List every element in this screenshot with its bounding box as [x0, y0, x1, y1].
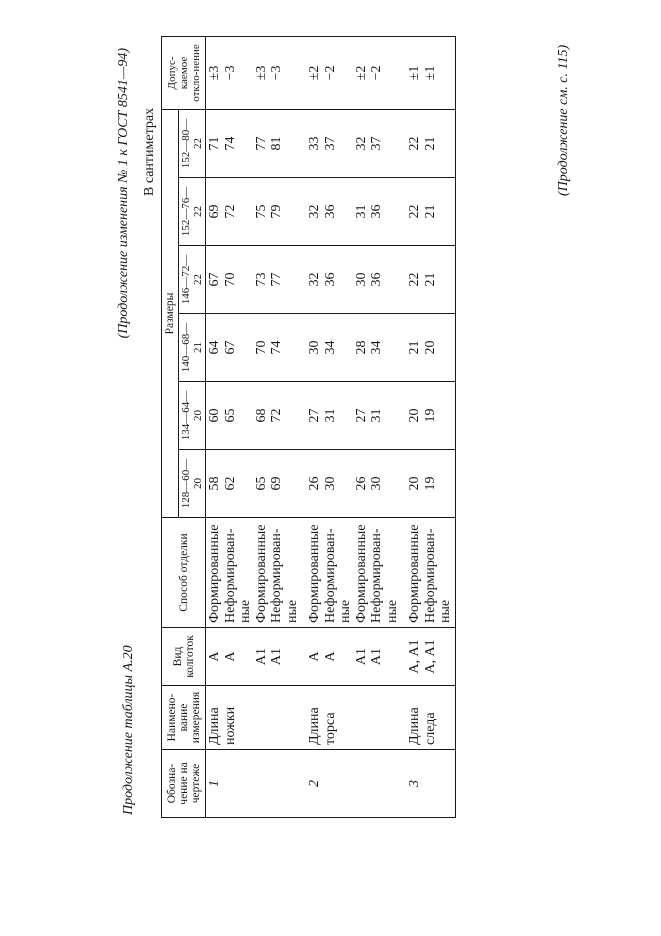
size-value: 30 — [322, 476, 338, 491]
cell-finish — [401, 518, 455, 628]
type-value: А — [207, 651, 222, 662]
size-value: 21 — [422, 136, 438, 151]
type-value: А1 — [269, 647, 284, 666]
tolerance-value: −3 — [269, 65, 284, 81]
size-value: 30 — [353, 272, 369, 287]
finish-line: Формированные — [407, 524, 422, 623]
cell-type — [301, 628, 401, 686]
cell-size-value — [401, 246, 455, 314]
cell-tolerance — [401, 36, 455, 109]
size-value: 62 — [222, 476, 238, 491]
header-name: Наимено-вание измерения — [162, 686, 206, 750]
size-value: 64 — [207, 340, 222, 355]
header-size: 134—64—20 — [179, 382, 206, 450]
size-value: 21 — [422, 204, 438, 219]
size-value: 70 — [222, 272, 238, 287]
cell-type — [206, 628, 302, 686]
cell-size-value — [206, 246, 302, 314]
size-value: 69 — [207, 204, 222, 219]
cell-designation — [401, 750, 455, 818]
size-value: 73 — [253, 272, 269, 287]
spacer — [385, 114, 401, 173]
finish-line: ные — [384, 599, 400, 623]
finish-line: ные — [338, 599, 353, 623]
finish-line: Неформирован- — [269, 528, 284, 623]
size-value: 36 — [369, 272, 384, 287]
table-row — [401, 36, 455, 817]
cell-tolerance — [301, 36, 401, 109]
size-value: 70 — [253, 340, 269, 355]
size-value: 77 — [269, 272, 284, 287]
cell-size-value — [206, 382, 302, 450]
rotated-page — [34, 0, 634, 870]
spacer — [285, 41, 301, 105]
size-value: 21 — [407, 340, 422, 355]
header-type: Вид колготок — [162, 628, 206, 686]
size-value: 81 — [269, 136, 284, 151]
name-line: ножки — [222, 706, 238, 745]
size-value: 22 — [407, 204, 422, 219]
size-value: 30 — [369, 476, 384, 491]
size-value: 33 — [307, 136, 322, 151]
header-finish: Способ отделки — [162, 518, 206, 628]
spacer — [438, 454, 454, 513]
table-caption: Продолжение таблицы А.20 — [121, 645, 136, 815]
size-value: 67 — [222, 340, 238, 355]
spacer — [438, 114, 454, 173]
tolerance-value: ±3 — [253, 65, 269, 81]
size-value: 65 — [253, 476, 269, 491]
finish-line: Неформирован- — [322, 528, 338, 623]
table-row — [301, 36, 401, 817]
size-value: 79 — [269, 204, 284, 219]
cell-size-value — [401, 314, 455, 382]
size-value: 26 — [307, 476, 322, 491]
cell-size-value — [206, 314, 302, 382]
spacer — [238, 182, 254, 241]
tolerance-value: −2 — [369, 65, 384, 81]
spacer — [238, 318, 254, 377]
spacer — [238, 632, 254, 681]
finish-line: Формированные — [353, 524, 369, 623]
designation-value: 3 — [407, 780, 422, 787]
finish-line: Неформирован- — [369, 528, 384, 623]
finish-line: Неформирован- — [222, 528, 238, 623]
cell-size-value — [401, 178, 455, 246]
header-size: 152—76—22 — [179, 178, 206, 246]
spacer — [338, 454, 354, 513]
finish-line: Неформирован- — [422, 528, 438, 623]
size-value: 27 — [353, 408, 369, 423]
size-value: 22 — [407, 136, 422, 151]
header-size: 146—72—22 — [179, 246, 206, 314]
size-value: 34 — [322, 340, 338, 355]
type-value: А — [322, 651, 338, 662]
size-value: 36 — [322, 204, 338, 219]
finish-line: Формированные — [307, 524, 322, 623]
size-value: 37 — [322, 136, 338, 151]
table-body — [206, 36, 456, 817]
spacer — [285, 454, 301, 513]
cell-tolerance — [206, 36, 302, 109]
spacer — [285, 182, 301, 241]
cell-designation — [206, 750, 302, 818]
name-line: следа — [422, 712, 438, 745]
type-value: А1 — [353, 647, 369, 666]
size-value: 32 — [307, 204, 322, 219]
size-value: 58 — [207, 476, 222, 491]
cell-size-value — [301, 314, 401, 382]
header-designation: Обозна-чение на чертеже — [162, 750, 206, 818]
type-value: А — [222, 651, 238, 662]
cell-finish — [206, 518, 302, 628]
cell-size-value — [401, 450, 455, 518]
size-value: 20 — [407, 476, 422, 491]
size-value: 37 — [369, 136, 384, 151]
spacer — [438, 182, 454, 241]
spacer — [338, 632, 354, 681]
size-value: 67 — [207, 272, 222, 287]
size-value: 21 — [422, 272, 438, 287]
cell-size-value — [206, 178, 302, 246]
size-value: 75 — [253, 204, 269, 219]
size-value: 74 — [269, 340, 284, 355]
size-value: 20 — [422, 340, 438, 355]
spacer — [238, 114, 254, 173]
size-value: 31 — [353, 204, 369, 219]
cell-size-value — [206, 109, 302, 177]
tolerance-value: ±1 — [422, 65, 438, 81]
cell-size-value — [301, 246, 401, 314]
size-value: 28 — [353, 340, 369, 355]
cell-name — [401, 686, 455, 750]
size-value: 32 — [353, 136, 369, 151]
designation-value: 2 — [307, 780, 322, 787]
type-value: А, А1 — [422, 639, 438, 674]
size-value: 36 — [369, 204, 384, 219]
header-tolerance: Допус-каемое откло-нение — [162, 36, 206, 109]
size-value: 31 — [322, 408, 338, 423]
header-sizes-group: Размеры — [162, 109, 179, 517]
spacer — [438, 386, 454, 445]
finish-line: ные — [438, 599, 453, 623]
finish-line: ные — [238, 599, 253, 623]
spacer — [385, 182, 401, 241]
cell-size-value — [401, 109, 455, 177]
name-line: Длина — [407, 707, 422, 745]
table-row — [206, 36, 302, 817]
tolerance-value: ±2 — [307, 65, 322, 81]
type-value: А1 — [369, 647, 384, 666]
tolerance-value: −3 — [222, 65, 238, 81]
size-value: 20 — [407, 408, 422, 423]
size-value: 26 — [353, 476, 369, 491]
spacer — [438, 632, 454, 681]
spacer — [338, 318, 354, 377]
spacer — [338, 182, 354, 241]
spacer — [385, 632, 401, 681]
spacer — [238, 41, 254, 105]
type-value: А1 — [253, 647, 269, 666]
spacer — [385, 41, 401, 105]
spacer — [338, 114, 354, 173]
cell-name — [301, 686, 401, 750]
cell-size-value — [301, 109, 401, 177]
cell-type — [401, 628, 455, 686]
size-value: 22 — [407, 272, 422, 287]
spacer — [438, 41, 454, 105]
size-value: 69 — [269, 476, 284, 491]
spacer — [438, 250, 454, 309]
size-value: 36 — [322, 272, 338, 287]
header-size: 152—80—22 — [179, 109, 206, 177]
size-value: 19 — [422, 408, 438, 423]
cell-size-value — [206, 450, 302, 518]
finish-line: Формированные — [253, 524, 269, 623]
size-value: 19 — [422, 476, 438, 491]
name-line: торса — [322, 712, 338, 745]
cell-designation — [301, 750, 401, 818]
tolerance-value: ±2 — [353, 65, 369, 81]
cell-size-value — [301, 178, 401, 246]
cell-name — [206, 686, 302, 750]
size-value: 30 — [307, 340, 322, 355]
spacer — [438, 318, 454, 377]
size-value: 68 — [253, 408, 269, 423]
spacer — [338, 386, 354, 445]
designation-value: 1 — [207, 780, 222, 787]
spacer — [238, 250, 254, 309]
header-size: 140—68—21 — [179, 314, 206, 382]
name-line: Длина — [307, 707, 322, 745]
spacer — [238, 386, 254, 445]
size-value: 27 — [307, 408, 322, 423]
tolerance-value: ±1 — [407, 65, 422, 81]
name-line: Длина — [207, 707, 222, 745]
header-size: 128—60—20 — [179, 450, 206, 518]
spacer — [385, 454, 401, 513]
cell-finish — [301, 518, 401, 628]
spacer — [285, 114, 301, 173]
spacer — [285, 318, 301, 377]
type-value: А, А1 — [407, 639, 422, 674]
size-value: 71 — [207, 136, 222, 151]
cell-size-value — [401, 382, 455, 450]
units-note: В сантиметрах — [142, 107, 157, 196]
tolerance-value: ±3 — [207, 65, 222, 81]
finish-line: ные — [284, 599, 300, 623]
size-value: 31 — [369, 408, 384, 423]
spacer — [385, 318, 401, 377]
size-value: 72 — [222, 204, 238, 219]
spacer — [385, 250, 401, 309]
size-value: 74 — [222, 136, 238, 151]
header-note: (Продолжение изменения № 1 к ГОСТ 8541—94) — [116, 48, 131, 339]
type-value: А — [307, 651, 322, 662]
finish-line: Формированные — [207, 524, 222, 623]
spacer — [338, 250, 354, 309]
spacer — [285, 632, 301, 681]
tolerance-value: −2 — [322, 65, 338, 81]
size-value: 77 — [253, 136, 269, 151]
spacer — [285, 250, 301, 309]
size-table — [161, 36, 456, 818]
cell-size-value — [301, 450, 401, 518]
size-value: 34 — [369, 340, 384, 355]
spacer — [338, 41, 354, 105]
cell-size-value — [301, 382, 401, 450]
spacer — [385, 386, 401, 445]
size-value: 32 — [307, 272, 322, 287]
spacer — [285, 386, 301, 445]
footer-note: (Продолжение см. с. 115) — [556, 44, 571, 196]
size-value: 72 — [269, 408, 284, 423]
size-value: 60 — [207, 408, 222, 423]
spacer — [238, 454, 254, 513]
size-value: 65 — [222, 408, 238, 423]
